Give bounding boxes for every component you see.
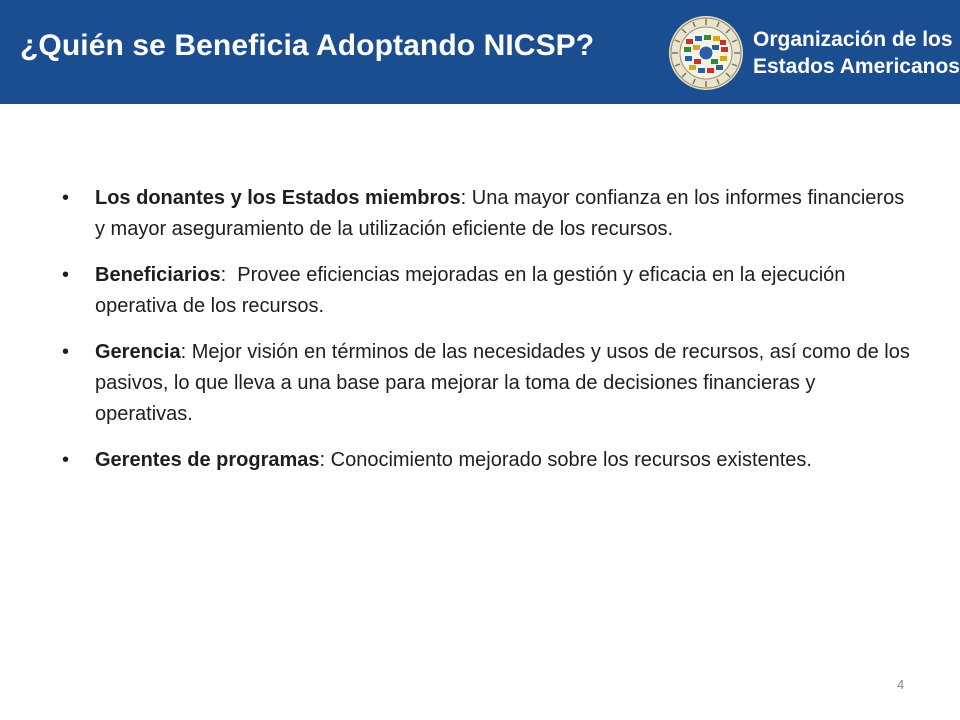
bullet-dot-icon: • xyxy=(62,449,70,471)
page-number: 4 xyxy=(897,677,905,692)
org-name xyxy=(753,26,960,80)
bullet-dot-icon: • xyxy=(62,264,70,286)
bullet-term: Gerentes de programas xyxy=(95,449,320,471)
bullet-term: Beneficiarios xyxy=(95,264,221,286)
bullet-text: : Mejor visión en términos de las necesidades y usos de recursos, así como de los pasivos, lo que lleva a una base para mejorar la toma de decisiones financieras y operativas. xyxy=(95,341,910,425)
bullet-item-beneficiarios xyxy=(60,260,910,322)
org-name-line1: Organización de los xyxy=(753,28,953,51)
slide-title: ¿Quién se Beneficia Adoptando NICSP? xyxy=(20,29,595,62)
oas-seal-icon xyxy=(668,15,744,91)
bullet-term: Gerencia xyxy=(95,341,181,363)
bullet-item-gerentes xyxy=(60,445,910,476)
bullet-dot-icon: • xyxy=(62,341,70,363)
org-name-line2: Estados Americanos xyxy=(753,55,960,78)
bullet-text: : Conocimiento mejorado sobre los recursos existentes. xyxy=(319,449,812,471)
bullet-item-donantes xyxy=(60,183,910,245)
bullet-dot-icon: • xyxy=(62,187,70,209)
bullet-list xyxy=(60,183,910,476)
bullet-text: : Provee eficiencias mejoradas en la gestión y eficacia en la ejecución operativa de los recursos. xyxy=(95,264,851,317)
bullet-term: Los donantes y los Estados miembros xyxy=(95,187,461,209)
bullet-item-gerencia xyxy=(60,337,910,430)
bullet-content xyxy=(60,183,910,491)
bullet-text: : Una mayor confianza en los informes financieros y mayor aseguramiento de la utilización eficiente de los recursos. xyxy=(95,187,905,240)
header-bar xyxy=(0,0,960,104)
